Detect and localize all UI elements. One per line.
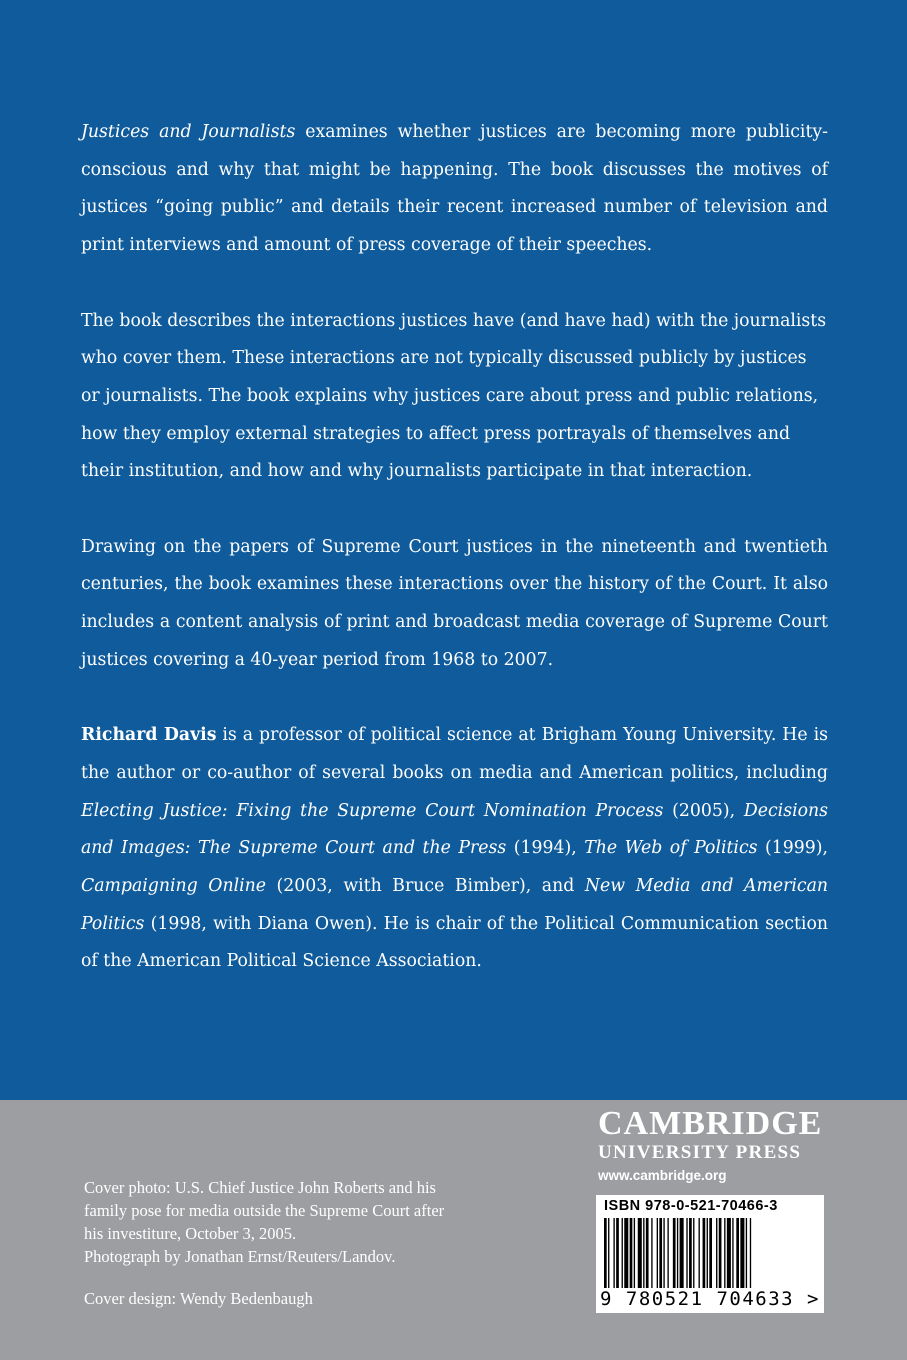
blurb-paragraph-3: Drawing on the papers of Supreme Court justices in the nineteenth and twentieth centuries, the book examines these interactions over the history of the Court. It also includes a content analysis of print and broadcast media coverage of Supreme Court justices covering a 40-year period from 1968 to 2007.	[81, 536, 828, 670]
photographer-credit: Photograph by Jonathan Ernst/Reuters/Landov.	[84, 1247, 396, 1266]
isbn-label: ISBN 978-0-521-70466-3	[604, 1198, 778, 1214]
barcode-digits: 9 780521 704633 >	[600, 1288, 820, 1310]
photo-credit-line-2: family pose for media outside the Supreme Court after	[84, 1201, 445, 1220]
publisher-name: CAMBRIDGE	[598, 1105, 823, 1142]
book-campaigning-online: Campaigning Online	[81, 876, 266, 897]
author-bio: Richard Davis is a professor of political science at Brigham Young University. He is the author or co-author of several books on media and American politics, including Electing Justice: Fixing the Supreme Court Nomination Process (2005), Decisions and Images: The Supreme Court and the Press (1994), The Web of Politics (1999), Campaigning Online (2003, with Bruce Bimber), and New Media and American Politics (1998, with Diana Owen). He is chair of the Political Communication section of the American Political Science Association.	[81, 725, 829, 972]
photo-credit-line-1: Cover photo: U.S. Chief Justice John Roberts and his	[84, 1178, 436, 1197]
book-electing-justice: Electing Justice: Fixing the Supreme Court Nomination Process	[81, 800, 664, 821]
photo-credit-line-3: his investiture, October 3, 2005.	[84, 1224, 297, 1243]
book-title: Justices and Journalists	[81, 122, 296, 142]
publisher-url: www.cambridge.org	[598, 1168, 727, 1183]
blurb-text	[81, 114, 828, 1019]
blurb-paragraph-2: The book describes the interactions justices have (and have had) with the journalists who cover them. These interactions are not typically discussed publicly by justices or journalists. The book explains why justices care about press and public relations, how they employ external strategies to affect press portrayals of themselves and their institution, and how and why journalists participate in that interaction.	[81, 310, 827, 482]
blurb-paragraph-1: Justices and Journalists examines whether justices are becoming more publicity-conscious and why that might be happening. The book discusses the motives of justices “going public” and details their recent increased number of television and print interviews and amount of press coverage of their speeches.	[81, 122, 828, 256]
book-web-of-politics: The Web of Politics	[584, 838, 758, 859]
barcode-bars	[604, 1218, 816, 1288]
book-new-media: New Media and American Politics	[81, 876, 829, 934]
cover-credits	[84, 1176, 524, 1310]
publisher-logo	[598, 1106, 826, 1186]
design-credit: Cover design: Wendy Bedenbaugh	[84, 1289, 313, 1308]
barcode-box	[596, 1195, 824, 1313]
book-decisions-and-images: Decisions and Images: The Supreme Court and the Press	[81, 800, 828, 859]
author-name: Richard Davis	[81, 725, 217, 746]
publisher-subtitle: UNIVERSITY PRESS	[598, 1142, 802, 1163]
